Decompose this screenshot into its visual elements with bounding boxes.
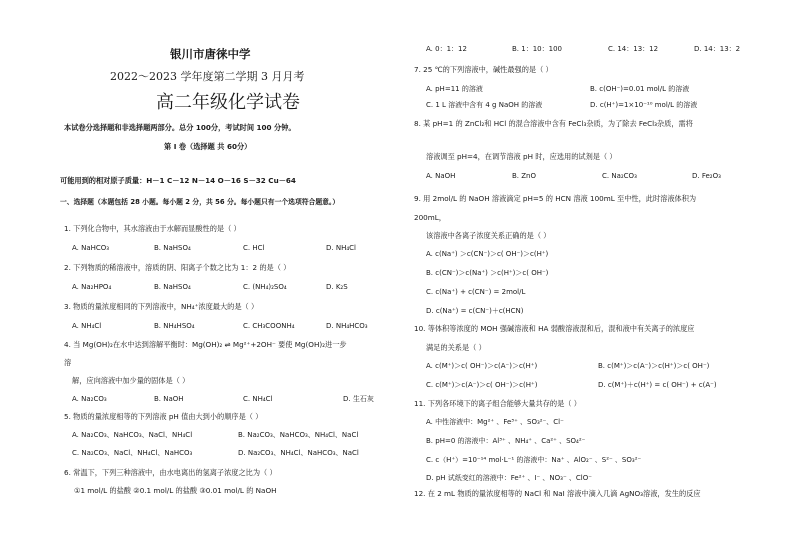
q1-option-b: B. NaHSO₄: [154, 244, 191, 252]
q4-option-a: A. Na₂CO₃: [72, 395, 107, 403]
section-title: 第 I 卷（选择题 共 60分）: [164, 142, 252, 151]
question-12-stem: 12. 在 2 mL 物质的量浓度相等的 NaCl 和 NaI 溶液中滴入几滴 AgNO₃溶液，发生的反应: [414, 489, 701, 498]
q9-option-c: C. c(Na⁺) + c(CN⁻) = 2mol/L: [426, 288, 526, 296]
question-10-stem: 10. 等体积等浓度的 MOH 强碱溶液和 HA 弱酸溶液混和后，混和液中有关离子的浓度应: [414, 324, 695, 333]
q10-option-d: D. c(M⁺)＋c(H⁺) = c( OH⁻) + c(A⁻): [598, 381, 717, 389]
school-name: 银川市唐徕中学: [170, 47, 251, 61]
q7-option-c: C. 1 L 溶液中含有 4 g NaOH 的溶液: [426, 101, 543, 109]
q4-option-d: D. 生石灰: [343, 395, 374, 403]
q7-option-a: A. pH=11 的溶液: [426, 85, 483, 93]
question-2-stem: 2. 下列物质的稀溶液中，溶质的阴、阳离子个数之比为 1：2 的是（ ）: [64, 263, 291, 272]
term-line: 2022～2023 学年度第二学期 3 月月考: [110, 70, 305, 83]
q5-option-b: B. Na₂CO₃、NaHCO₃、NH₄Cl、NaCl: [238, 431, 359, 439]
q2-option-b: B. NaHSO₄: [154, 283, 191, 291]
question-3-stem: 3. 物质的量浓度相同的下列溶液中，NH₄⁺浓度最大的是（ ）: [64, 302, 259, 311]
q1-option-a: A. NaHCO₃: [72, 244, 110, 252]
q3-option-c: C. CH₃COONH₄: [243, 322, 295, 330]
question-9-stem: 9. 用 2mol/L 的 NaOH 溶液滴定 pH=5 的 HCN 溶液 100mL 至中性，此时溶液体积为: [414, 194, 697, 203]
q1-option-c: C. HCl: [243, 244, 265, 252]
q9-option-d: D. c(Na⁺) = c(CN⁻)＋c(HCN): [426, 307, 524, 315]
exam-title: 高二年级化学试卷: [156, 92, 300, 113]
q1-option-d: D. NH₄Cl: [326, 244, 356, 252]
q4-option-b: B. NaOH: [154, 395, 184, 403]
q3-option-d: D. NH₄HCO₃: [326, 322, 368, 330]
q8-option-a: A. NaOH: [426, 172, 456, 180]
question-4-stem-3: 解，应向溶液中加少量的固体是（ ）: [72, 376, 190, 385]
question-11-stem: 11. 下列各环境下的离子组合能够大量共存的是（ ）: [414, 399, 581, 408]
q5-option-a: A. Na₂CO₃、NaHCO₃、NaCl、NH₄Cl: [72, 431, 193, 439]
question-9-stem-3: 该溶液中各离子浓度关系正确的是（ ）: [426, 231, 551, 240]
q11-option-b: B. pH=0 的溶液中：Al³⁺ 、NH₄⁺ 、Ca²⁺ 、SO₄²⁻: [426, 437, 586, 445]
instructions: 本试卷分选择题和非选择题两部分。总分 100分，考试时间 100 分钟。: [64, 123, 296, 132]
part-heading: 一、选择题（本题包括 28 小题。每小题 2 分，共 56 分。每小题只有一个选项符合题意。）: [60, 198, 340, 206]
question-4-stem: 4. 当 Mg(OH)₂在水中达到溶解平衡时：Mg(OH)₂ ⇌ Mg²⁺+2OH⁻ 要使 Mg(OH)₂进一步: [64, 340, 347, 349]
q11-option-d: D. pH 试纸变红的溶液中：Fe²⁺ 、I⁻ 、NO₃⁻ 、ClO⁻: [426, 474, 592, 482]
question-8-stem: 8. 某 pH=1 的 ZnCl₂和 HCl 的混合溶液中含有 FeCl₃杂质，为了除去 FeCl₃杂质，需将: [414, 119, 693, 128]
question-6-items: ①1 mol/L 的盐酸 ②0.1 mol/L 的盐酸 ③0.01 mol/L 的 NaOH: [74, 486, 277, 495]
question-5-stem: 5. 物质的量浓度相等的下列溶液 pH 值由大到小的顺序是（ ）: [64, 412, 263, 421]
q3-option-b: B. NH₄HSO₄: [154, 322, 195, 330]
q8-option-d: D. Fe₂O₃: [692, 172, 721, 180]
q9-option-b: B. c(CN⁻)＞c(Na⁺) ＞c(H⁺)＞c( OH⁻): [426, 269, 549, 277]
q2-option-c: C. (NH₄)₂SO₄: [243, 283, 287, 291]
q6-option-b: B. 1：10：100: [512, 45, 562, 53]
q2-option-a: A. Na₂HPO₄: [72, 283, 112, 291]
question-8-stem-2: 溶液调至 pH=4，在调节溶液 pH 时，应选用的试剂是（ ）: [426, 152, 617, 161]
question-6-stem: 6. 常温下，下列三种溶液中，由水电离出的氢离子浓度之比为（ ）: [64, 468, 277, 477]
q8-option-b: B. ZnO: [512, 172, 536, 180]
q6-option-d: D. 14：13：2: [694, 45, 741, 53]
question-4-stem-2: 溶: [64, 358, 72, 367]
q4-option-c: C. NH₄Cl: [243, 395, 273, 403]
q9-option-a: A. c(Na⁺) ＞c(CN⁻)＞c( OH⁻)＞c(H⁺): [426, 250, 549, 258]
q6-option-a: A. 0：1：12: [426, 45, 467, 53]
q6-option-c: C. 14：13：12: [608, 45, 659, 53]
q3-option-a: A. NH₄Cl: [72, 322, 102, 330]
q11-option-c: C. c（H⁺）=10⁻¹⁴ mol·L⁻¹ 的溶液中：Na⁺ 、AlO₂⁻ 、S²⁻ 、SO₃²⁻: [426, 456, 642, 464]
atomic-masses: 可能用到的相对原子质量：H－1 C－12 N－14 O－16 S－32 Cu－64: [60, 176, 296, 185]
q11-option-a: A. 中性溶液中：Mg²⁺ 、Fe³⁺ 、SO₃²⁻、Cl⁻: [426, 418, 564, 426]
q5-option-c: C. Na₂CO₃、NaCl、NH₄Cl、NaHCO₃: [72, 449, 193, 457]
q7-option-b: B. c(OH⁻)=0.01 mol/L 的溶液: [590, 85, 690, 93]
question-7-stem: 7. 25 ℃的下列溶液中，碱性最强的是（ ）: [414, 65, 553, 74]
q5-option-d: D. Na₂CO₃、NH₄Cl、NaHCO₃、NaCl: [238, 449, 359, 457]
q10-option-a: A. c(M⁺)＞c( OH⁻)＞c(A⁻)＞c(H⁺): [426, 362, 538, 370]
q10-option-b: B. c(M⁺)＞c(A⁻)＞c(H⁺)＞c( OH⁻): [598, 362, 710, 370]
q2-option-d: D. K₂S: [326, 283, 348, 291]
question-1-stem: 1. 下列化合物中，其水溶液由于水解而显酸性的是（ ）: [64, 224, 241, 233]
q8-option-c: C. Na₂CO₃: [602, 172, 637, 180]
q7-option-d: D. c(H⁺)=1×10⁻¹⁰ mol/L 的溶液: [590, 101, 698, 109]
question-9-stem-2: 200mL，: [414, 213, 446, 222]
question-10-stem-2: 满足的关系是（ ）: [426, 343, 486, 352]
q10-option-c: C. c(M⁺)＞c(A⁻)＞c( OH⁻)＞c(H⁺): [426, 381, 538, 389]
